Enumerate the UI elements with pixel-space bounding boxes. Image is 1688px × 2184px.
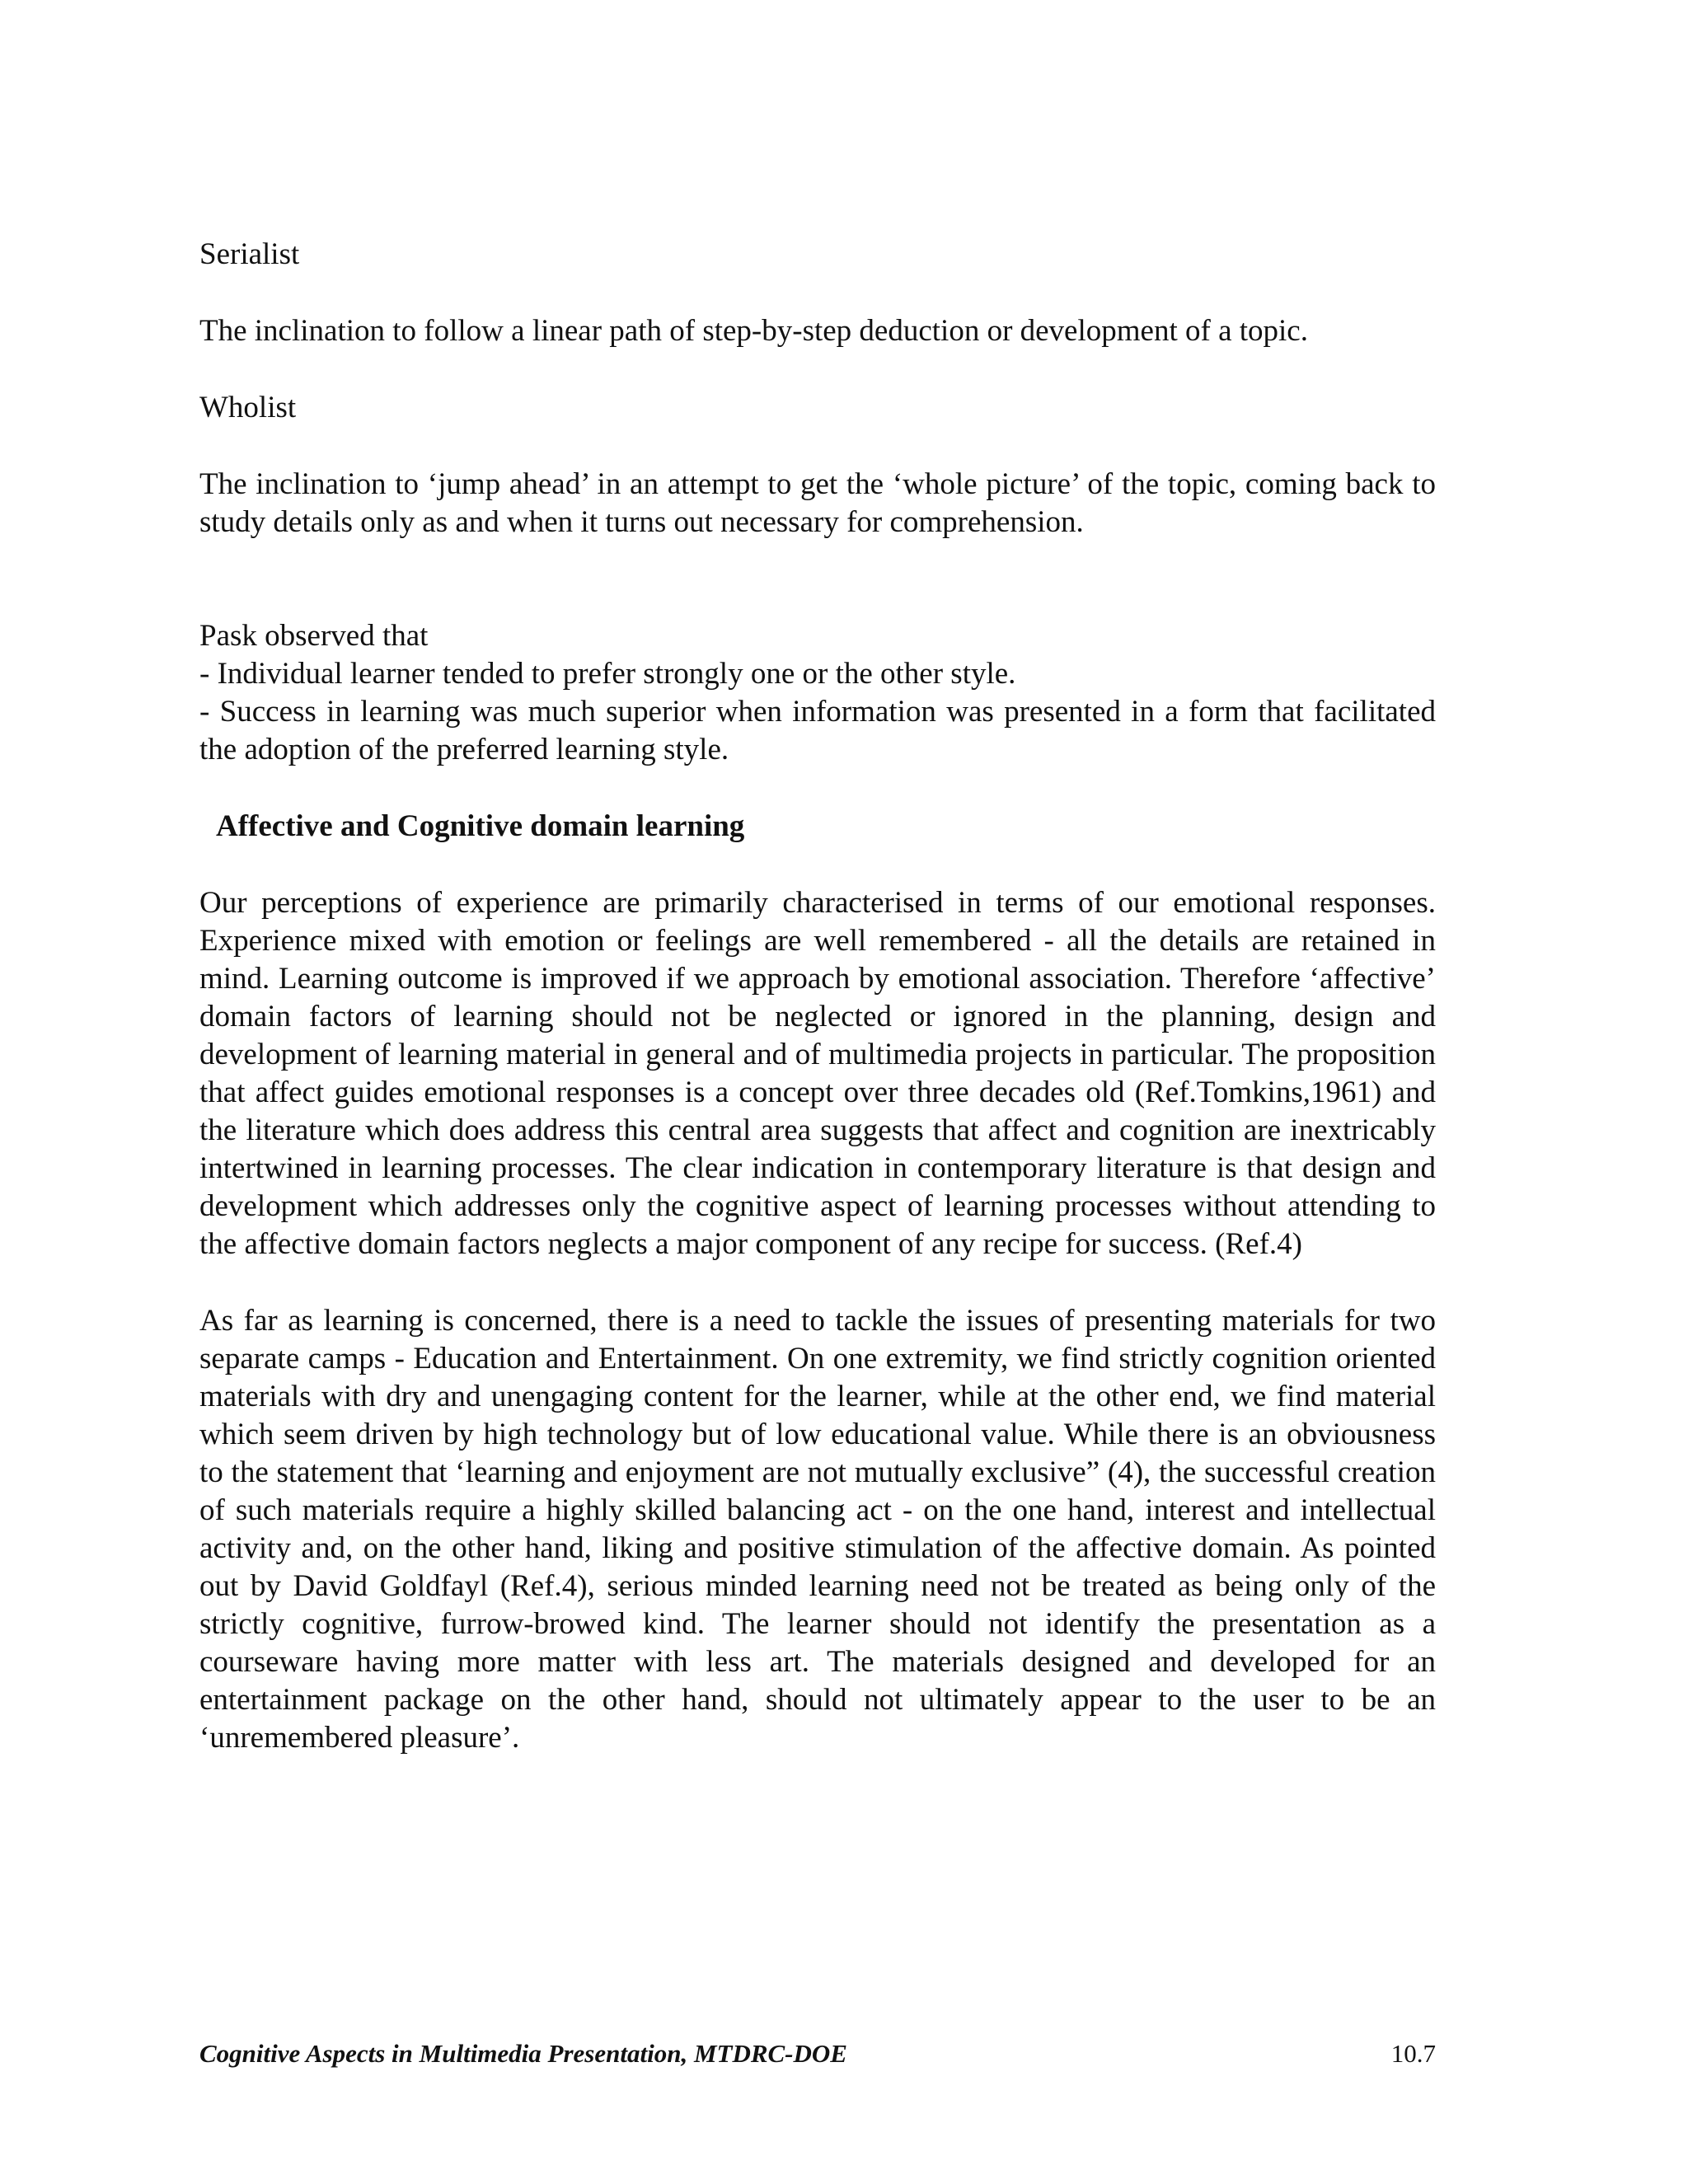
page-body xyxy=(199,236,1436,1757)
wholist-definition: The inclination to ‘jump ahead’ in an attempt to get the ‘whole picture’ of the topic, coming back to study details only as and when it turns out necessary for comprehension. xyxy=(199,467,1436,539)
affective-paragraph-1: Our perceptions of experience are primarily characterised in terms of our emotional responses. Experience mixed with emotion or feelings are well remembered - all the details are retained in mind. Learning outcome is improved if we approach by emotional association. Therefore ‘affective’ domain factors of learning should not be neglected or ignored in the planning, design and development of learning material in general and of multimedia projects in particular. The proposition that affect guides emotional responses is a concept over three decades old (Ref.Tomkins,1961) and the literature which does address this central area suggests that affect and cognition are inextricably intertwined in learning processes. The clear indication in contemporary literature is that design and development which addresses only the cognitive aspect of learning processes without attending to the affective domain factors neglects a major component of any recipe for success. (Ref.4) xyxy=(199,886,1436,1261)
pask-intro: Pask observed that xyxy=(199,619,429,653)
pask-point-2: - Success in learning was much superior when information was presented in a form that facilitated the adoption of the preferred learning style. xyxy=(199,695,1436,766)
footer-title: Cognitive Aspects in Multimedia Presentation, MTDRC-DOE xyxy=(199,2039,847,2068)
wholist-heading: Wholist xyxy=(199,391,297,424)
serialist-definition: The inclination to follow a linear path of step-by-step deduction or development of a topic. xyxy=(199,314,1308,348)
page-number: 10.7 xyxy=(1390,2039,1436,2068)
section-heading: Affective and Cognitive domain learning xyxy=(216,809,745,843)
affective-paragraph-2: As far as learning is concerned, there is a need to tackle the issues of presenting materials for two separate camps - Education and Entertainment. On one extremity, we find strictly cognition oriented materials with dry and unengaging content for the learner, while at the other end, we find material which seem driven by high technology but of low educational value. While there is an obviousness to the statement that ‘learning and enjoyment are not mutually exclusive” (4), the successful creation of such materials require a highly skilled balancing act - on the one hand, interest and intellectual activity and, on the other hand, liking and positive stimulation of the affective domain. As pointed out by David Goldfayl (Ref.4), serious minded learning need not be treated as being only of the strictly cognitive, furrow-browed kind. The learner should not identify the presentation as a courseware having more matter with less art. The materials designed and developed for an entertainment package on the other hand, should not ultimately appear to the user to be an ‘unremembered pleasure’. xyxy=(199,1304,1436,1755)
pask-point-1: - Individual learner tended to prefer strongly one or the other style. xyxy=(199,657,1016,691)
serialist-heading: Serialist xyxy=(199,237,300,271)
